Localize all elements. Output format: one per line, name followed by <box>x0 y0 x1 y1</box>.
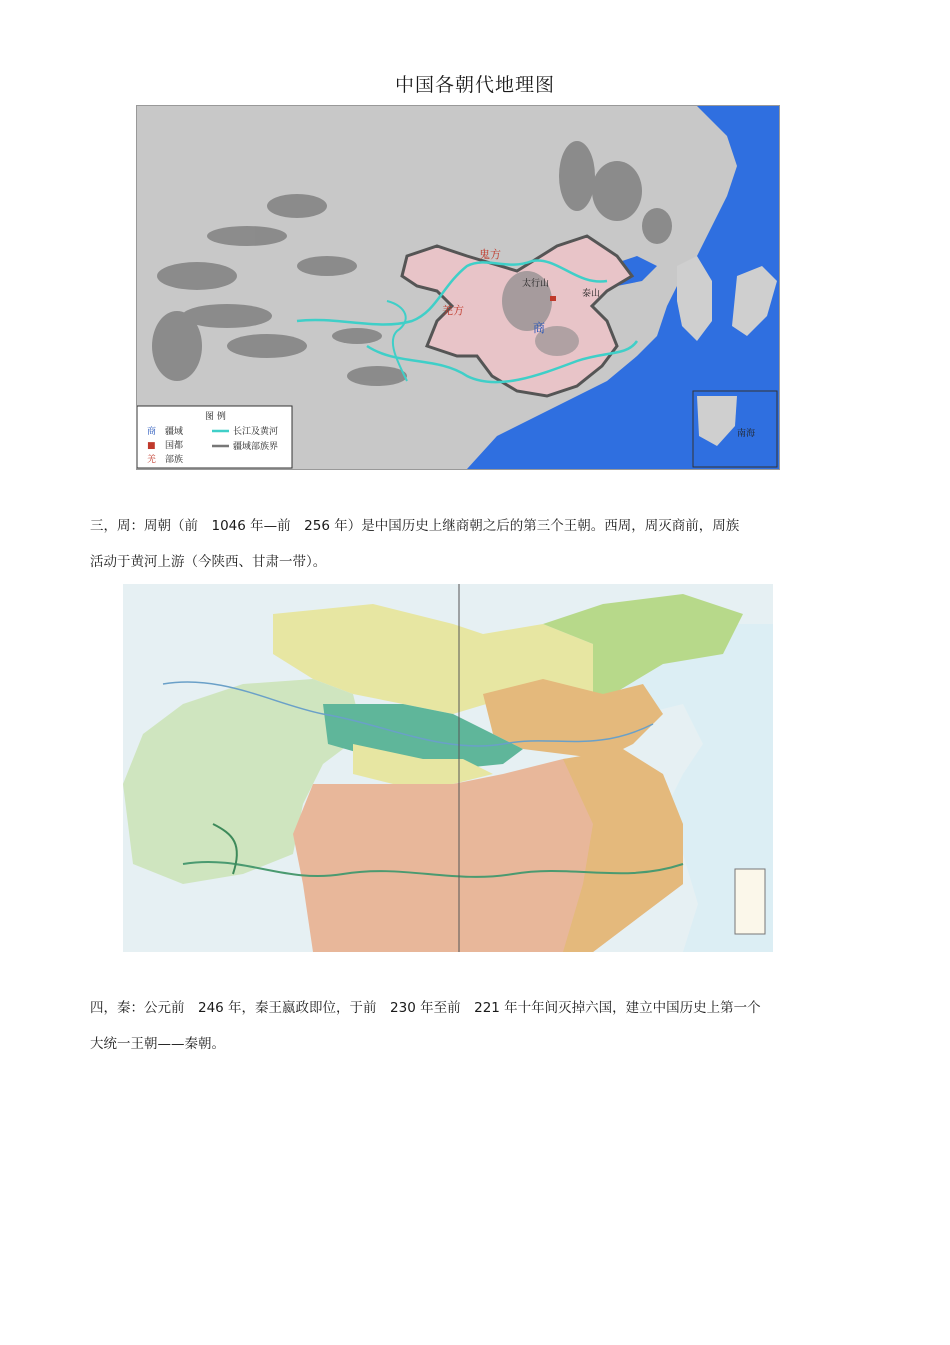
legend-text-0: 疆域 <box>165 427 184 437</box>
label-dongfang: 鬼方 <box>479 248 501 261</box>
legend-text-1: 国都 <box>165 441 184 451</box>
legend-symbol-2: 羌 <box>147 455 157 465</box>
legend-symbol-1: ■ <box>147 441 156 451</box>
legend-text-3: 长江及黄河 <box>233 427 279 437</box>
label-taishan: 泰山 <box>582 289 601 299</box>
label-taihang: 太行山 <box>522 279 550 289</box>
paragraph-qin-line-1: 四，秦：公元前 246 年，秦王嬴政即位，于前 230 年至前 221 年十年间灭掉六国，建立中国历史上第一个 <box>90 1000 761 1016</box>
legend-text-2: 部族 <box>165 455 184 465</box>
legend-title: 图 例 <box>205 412 226 422</box>
legend-symbol-0: 商 <box>147 427 157 437</box>
label-qiangfang: 羌方 <box>442 304 464 317</box>
shang-dynasty-map <box>136 105 780 470</box>
label-nanhai: 南海 <box>737 429 756 439</box>
paragraph-zhou-line-2: 活动于黄河上游（今陕西、甘肃一带）。 <box>90 554 327 570</box>
map-legend <box>137 406 292 468</box>
paragraph-qin-line-2: 大统一王朝——秦朝。 <box>90 1036 225 1052</box>
zhou-dynasty-map <box>123 584 773 952</box>
page-title: 中国各朝代地理图 <box>394 74 555 96</box>
label-shang: 商 <box>533 321 546 335</box>
legend-text-4: 疆域部族界 <box>233 442 279 452</box>
capital-marker <box>550 296 556 301</box>
paragraph-zhou <box>90 508 850 580</box>
paragraph-zhou-line-1: 三，周：周朝（前 1046 年—前 256 年）是中国历史上继商朝之后的第三个王朝。西周，周灭商前，周族 <box>90 518 740 534</box>
paragraph-qin <box>90 990 850 1062</box>
